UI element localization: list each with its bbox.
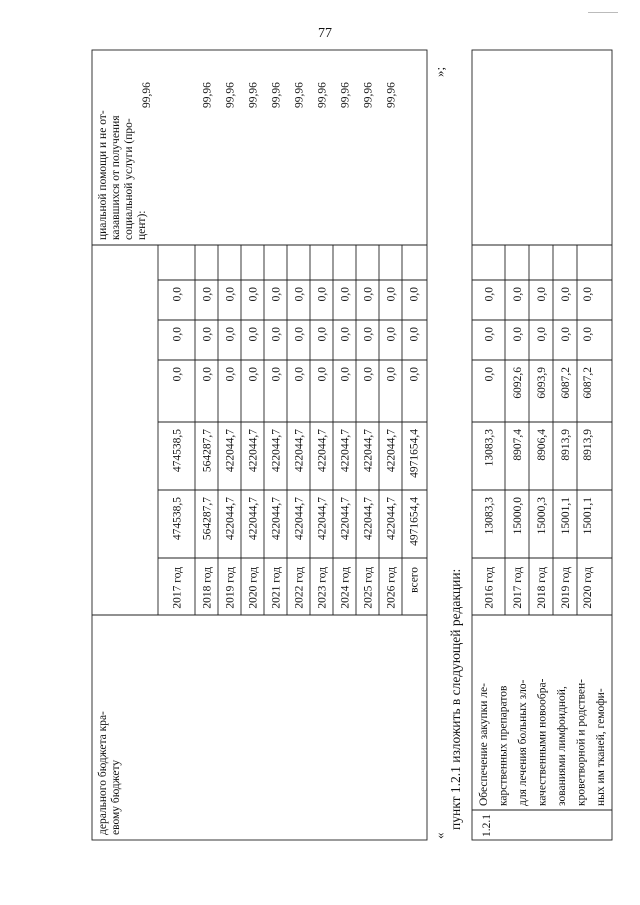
regional-budget-cell: 8906,4 <box>536 429 548 461</box>
total-cell: 474538,5 <box>171 497 184 541</box>
item-description-line: кроветворной и родствен- <box>575 679 588 806</box>
other-sources-cell: 0,0 <box>270 287 283 302</box>
year-cell: 2017 год <box>171 567 184 609</box>
other-sources-cell: 0,0 <box>247 287 260 302</box>
federal-budget-cell: 0,0 <box>362 367 375 382</box>
other-sources-cell: 0,0 <box>362 287 375 302</box>
local-budget-cell: 0,0 <box>224 327 237 342</box>
year-cell: 2017 год <box>512 567 524 609</box>
federal-budget-cell: 0,0 <box>339 367 352 382</box>
year-cell: 2019 год <box>224 567 237 609</box>
program-name-line: евому бюджету <box>110 759 122 835</box>
total-cell: 15001,1 <box>582 497 594 535</box>
regional-budget-cell: 422044,7 <box>224 429 237 473</box>
indicator-value: 99,96 <box>339 82 352 108</box>
table-continued <box>92 50 427 840</box>
federal-budget-cell: 0,0 <box>385 367 398 382</box>
indicator-value: 99,96 <box>385 82 398 108</box>
regional-budget-cell: 8907,4 <box>512 429 524 461</box>
federal-budget-cell: 0,0 <box>247 367 260 382</box>
other-sources-cell: 0,0 <box>560 287 572 302</box>
total-cell: 4971654,4 <box>408 497 421 546</box>
indicator-text-line: цент): <box>136 210 148 240</box>
total-cell: 13083,3 <box>483 497 496 535</box>
year-cell: 2018 год <box>201 567 214 609</box>
local-budget-cell: 0,0 <box>247 327 260 342</box>
local-budget-cell: 0,0 <box>385 327 398 342</box>
other-sources-cell: 0,0 <box>483 287 496 302</box>
total-cell: 15001,1 <box>560 497 572 535</box>
year-cell: 2016 год <box>483 567 496 609</box>
regional-budget-cell: 422044,7 <box>339 429 352 473</box>
year-cell: 2025 год <box>362 567 375 609</box>
total-cell: 422044,7 <box>224 497 237 541</box>
other-sources-cell: 0,0 <box>536 287 548 302</box>
regional-budget-cell: 422044,7 <box>293 429 306 473</box>
other-sources-cell: 0,0 <box>385 287 398 302</box>
indicator-text-line: социальной услуги (про- <box>123 118 135 240</box>
total-cell: 422044,7 <box>339 497 352 541</box>
indicator-value: 99,96 <box>362 82 375 108</box>
regional-budget-cell: 422044,7 <box>362 429 375 473</box>
regional-budget-cell: 422044,7 <box>385 429 398 473</box>
item-number: 1.2.1 <box>481 814 493 837</box>
year-cell: всего <box>408 567 421 593</box>
federal-budget-cell: 6087,2 <box>582 367 594 399</box>
year-cell: 2018 год <box>536 567 548 609</box>
page-number: 77 <box>318 26 332 41</box>
local-budget-cell: 0,0 <box>339 327 352 342</box>
local-budget-cell: 0,0 <box>316 327 329 342</box>
indicator-text-line: казавшихся от получения <box>110 115 122 240</box>
federal-budget-cell: 0,0 <box>408 367 421 382</box>
local-budget-cell: 0,0 <box>293 327 306 342</box>
regional-budget-cell: 422044,7 <box>247 429 260 473</box>
year-cell: 2019 год <box>560 567 572 609</box>
program-name-line: дерального бюджета кра- <box>97 711 109 835</box>
local-budget-cell: 0,0 <box>560 327 572 342</box>
item-description-line: Обеспечение закупки ле- <box>478 683 490 806</box>
indicator-value: 99,96 <box>316 82 329 108</box>
local-budget-cell: 0,0 <box>512 327 524 342</box>
indicator-value: 99,96 <box>247 82 260 108</box>
year-cell: 2024 год <box>339 567 352 609</box>
quote-close: »; <box>432 66 447 77</box>
indicator-text-line: циальной помощи и не от- <box>97 110 109 240</box>
total-cell: 422044,7 <box>293 497 306 541</box>
total-cell: 15000,3 <box>536 497 548 535</box>
item-description-line: ных им тканей, гемофи- <box>595 688 607 806</box>
local-budget-cell: 0,0 <box>171 327 184 342</box>
year-cell: 2022 год <box>293 567 306 609</box>
indicator-value: 99,96 <box>201 82 214 108</box>
year-cell: 2020 год <box>247 567 260 609</box>
regional-budget-cell: 8913,9 <box>560 429 572 461</box>
federal-budget-cell: 6087,2 <box>560 367 572 399</box>
other-sources-cell: 0,0 <box>512 287 524 302</box>
federal-budget-cell: 0,0 <box>483 367 496 382</box>
year-cell: 2020 год <box>582 567 594 609</box>
local-budget-cell: 0,0 <box>362 327 375 342</box>
total-cell: 422044,7 <box>385 497 398 541</box>
total-cell: 422044,7 <box>362 497 375 541</box>
year-cell: 2021 год <box>270 567 283 609</box>
regional-budget-cell: 13083,3 <box>483 429 496 467</box>
regional-budget-cell: 8913,9 <box>582 429 594 461</box>
other-sources-cell: 0,0 <box>582 287 594 302</box>
indicator-value: 99,96 <box>293 82 306 108</box>
other-sources-cell: 0,0 <box>316 287 329 302</box>
federal-budget-cell: 0,0 <box>224 367 237 382</box>
item-description-line: для лечения больных зло- <box>517 679 529 806</box>
local-budget-cell: 0,0 <box>408 327 421 342</box>
intro-text: пункт 1.2.1 изложить в следующей редакции: <box>448 568 463 830</box>
total-cell: 422044,7 <box>316 497 329 541</box>
total-cell: 422044,7 <box>270 497 283 541</box>
local-budget-cell: 0,0 <box>536 327 548 342</box>
item-description-line: зованиями лимфоидной, <box>556 686 568 806</box>
other-sources-cell: 0,0 <box>293 287 306 302</box>
indicator-value: 99,96 <box>224 82 237 108</box>
regional-budget-cell: 422044,7 <box>270 429 283 473</box>
item-description-line: карственных препаратов <box>497 685 510 806</box>
year-cell: 2026 год <box>385 567 398 609</box>
item-description-line: качественными новообра- <box>536 678 549 806</box>
federal-budget-cell: 6093,9 <box>536 367 548 399</box>
regional-budget-cell: 4971654,4 <box>408 429 421 478</box>
other-sources-cell: 0,0 <box>339 287 352 302</box>
local-budget-cell: 0,0 <box>201 327 214 342</box>
other-sources-cell: 0,0 <box>224 287 237 302</box>
regional-budget-cell: 474538,5 <box>171 429 184 473</box>
other-sources-cell: 0,0 <box>408 287 421 302</box>
federal-budget-cell: 6092,6 <box>512 367 524 399</box>
federal-budget-cell: 0,0 <box>201 367 214 382</box>
total-cell: 422044,7 <box>247 497 260 541</box>
total-cell: 564287,7 <box>201 497 214 541</box>
year-cell: 2023 год <box>316 567 329 609</box>
indicator-value: 99,96 <box>270 82 283 108</box>
federal-budget-cell: 0,0 <box>293 367 306 382</box>
total-cell: 15000,0 <box>512 497 524 535</box>
regional-budget-cell: 564287,7 <box>201 429 214 473</box>
regional-budget-cell: 422044,7 <box>316 429 329 473</box>
local-budget-cell: 0,0 <box>483 327 496 342</box>
federal-budget-cell: 0,0 <box>316 367 329 382</box>
federal-budget-cell: 0,0 <box>171 367 184 382</box>
indicator-value: 99,96 <box>141 82 153 108</box>
other-sources-cell: 0,0 <box>201 287 214 302</box>
federal-budget-cell: 0,0 <box>270 367 283 382</box>
local-budget-cell: 0,0 <box>582 327 594 342</box>
local-budget-cell: 0,0 <box>270 327 283 342</box>
other-sources-cell: 0,0 <box>171 287 184 302</box>
quote-open: « <box>432 832 447 839</box>
